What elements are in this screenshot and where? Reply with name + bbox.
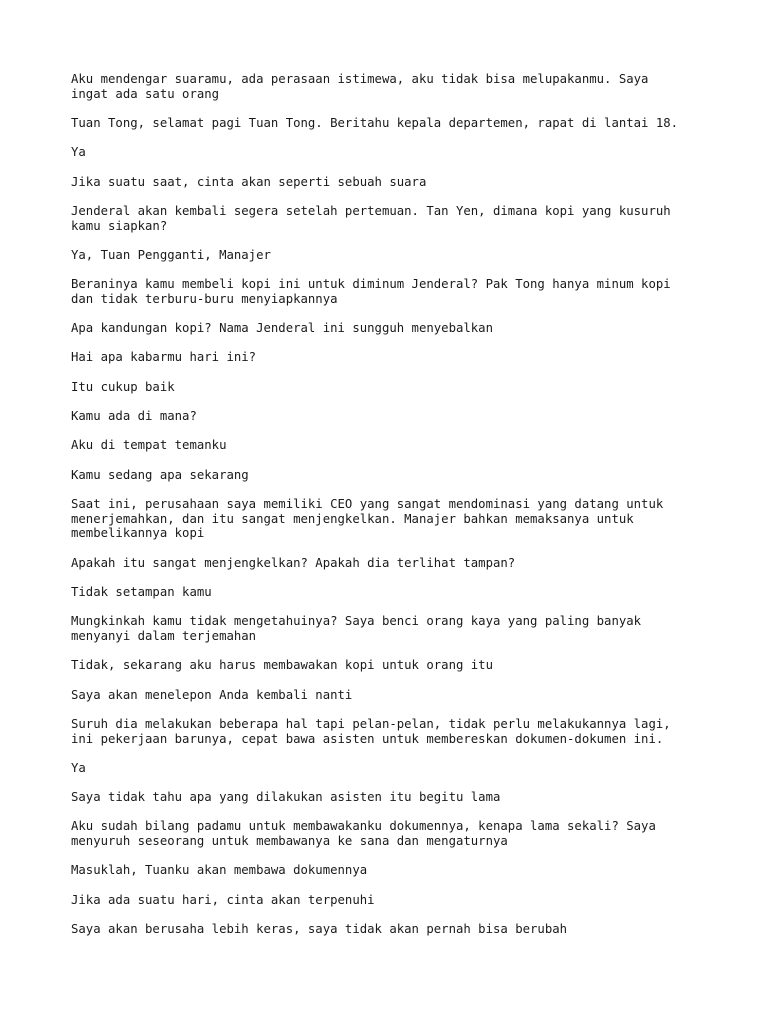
paragraph: Apakah itu sangat menjengkelkan? Apakah dia terlihat tampan? xyxy=(71,555,516,570)
paragraph: Saya akan berusaha lebih keras, saya tidak akan pernah bisa berubah xyxy=(71,922,568,937)
paragraph: Ya xyxy=(71,760,86,775)
paragraph: Jika ada suatu hari, cinta akan terpenuhi xyxy=(71,892,375,907)
paragraph: Itu cukup baik xyxy=(71,379,175,394)
paragraph: Masuklah, Tuanku akan membawa dokumennya xyxy=(71,863,368,878)
paragraph: Hai apa kabarmu hari ini? xyxy=(71,350,257,365)
paragraph: Jenderal akan kembali segera setelah pertemuan. Tan Yen, dimana kopi yang kusuruh kamu siapkan? xyxy=(71,203,671,233)
paragraph: Aku di tempat temanku xyxy=(71,438,227,453)
paragraph: Saya akan menelepon Anda kembali nanti xyxy=(71,687,353,702)
paragraph: Saat ini, perusahaan saya memiliki CEO yang sangat mendominasi yang datang untuk menerjemahkan, dan itu sangat menjengkelkan. Manajer bahkan memaksanya untuk membelikannya kopi xyxy=(71,496,664,541)
paragraph: Suruh dia melakukan beberapa hal tapi pelan-pelan, tidak perlu melakukannya lagi, ini pekerjaan barunya, cepat bawa asisten untuk membereskan dokumen-dokumen ini. xyxy=(71,716,671,746)
paragraph: Ya, Tuan Pengganti, Manajer xyxy=(71,247,271,262)
paragraph: Kamu sedang apa sekarang xyxy=(71,467,249,482)
document-body xyxy=(71,72,711,951)
paragraph: Kamu ada di mana? xyxy=(71,409,197,424)
paragraph: Beraninya kamu membeli kopi ini untuk diminum Jenderal? Pak Tong hanya minum kopi dan tidak terburu-buru menyiapkannya xyxy=(71,277,671,306)
paragraph: Tidak setampan kamu xyxy=(71,584,212,599)
paragraph: Saya tidak tahu apa yang dilakukan asisten itu begitu lama xyxy=(71,790,501,805)
paragraph: Aku mendengar suaramu, ada perasaan istimewa, aku tidak bisa melupakanmu. Saya ingat ada satu orang xyxy=(71,72,649,101)
paragraph: Mungkinkah kamu tidak mengetahuinya? Saya benci orang kaya yang paling banyak menyanyi dalam terjemahan xyxy=(71,614,642,643)
paragraph: Apa kandungan kopi? Nama Jenderal ini sungguh menyebalkan xyxy=(71,321,493,336)
paragraph: Tidak, sekarang aku harus membawakan kopi untuk orang itu xyxy=(71,658,493,673)
paragraph: Jika suatu saat, cinta akan seperti sebuah suara xyxy=(71,174,427,189)
paragraph: Ya xyxy=(71,145,86,160)
paragraph: Tuan Tong, selamat pagi Tuan Tong. Beritahu kepala departemen, rapat di lantai 18. xyxy=(71,116,679,130)
paragraph: Aku sudah bilang padamu untuk membawakanku dokumennya, kenapa lama sekali? Saya menyuruh seseorang untuk membawanya ke sana dan mengaturnya xyxy=(71,819,656,849)
